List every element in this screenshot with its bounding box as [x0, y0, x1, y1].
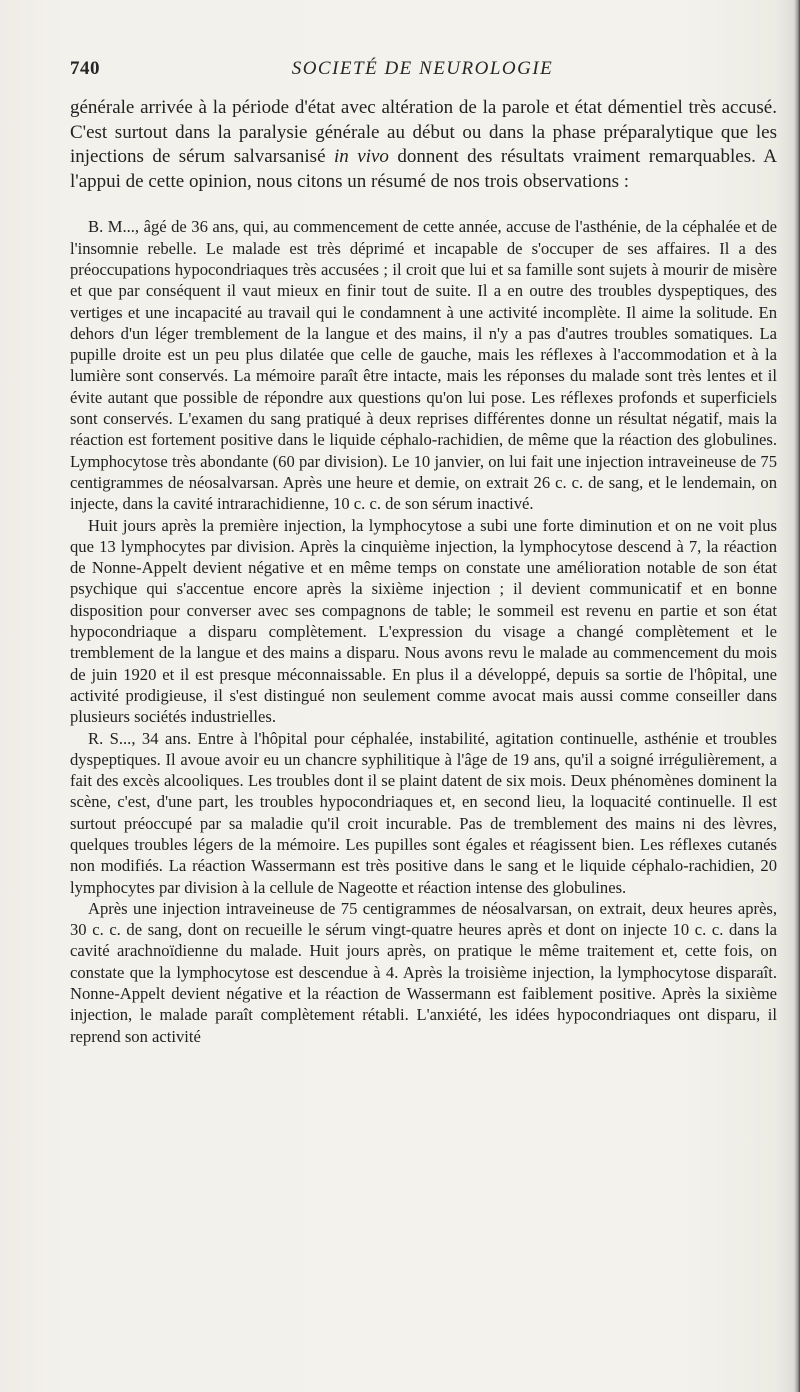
- intro-section: [70, 96, 777, 194]
- case-paragraph-bm-followup: Huit jours après la première injection, la lymphocytose a subi une forte diminution et on ne voit plus que 13 lymphocytes par division. Après la cinquième injection, la lymphocytose descend à 7, la réaction de Nonne-Appelt devient négative et en même temps on constate une amélioration notable de son état psychique qui s'accentue encore après la sixième injection ; il devient communicatif et en bonne disposition pour converser avec ses compagnons de table; le sommeil est revenu en partie et son état hypocondriaque a disparu complètement. L'expression du visage a changé complètement et le tremblement de la langue et des mains a disparu. Nous avons revu le malade au commencement du mois de juin 1920 et il est presque méconnaissable. En plus il a développé, depuis sa sortie de l'hôpital, une activité prodigieuse, il s'est distingué non seulement comme avocat mais aussi comme conseiller dans plusieurs sociétés industrielles.: [70, 515, 777, 727]
- body-text: [70, 96, 777, 1047]
- running-head: SOCIETÉ DE NEUROLOGIE: [291, 58, 554, 79]
- page-header: [70, 58, 775, 86]
- intro-text-end: donnent des résultats vraiment remarquables. A l'appui de cette opinion, nous citons un résumé de nos trois observations :: [70, 146, 777, 192]
- case-paragraph-bm: B. M..., âgé de 36 ans, qui, au commencement de cette année, accuse de l'asthénie, de la céphalée et de l'insomnie rebelle. Le malade est très déprimé et incapable de s'occuper de ses affaires. Il a des préoccupations hypocondriaques très accusées ; il croit que lui et sa famille sont sujets à mourir de misère et que par conséquent il vaut mieux en finir tout de suite. Il a en outre des troubles dyspeptiques, des vertiges et une incapacité au travail qui le condamnent à une activité incomplète. Il aime la solitude. En dehors d'un léger tremblement de la langue et des mains, il n'y a pas d'autres troubles somatiques. La pupille droite est un peu plus dilatée que celle de gauche, mais les réflexes à l'accommodation et à la lumière sont conservés. La mémoire paraît être intacte, mais les réponses du malade sont très lentes et il évite autant que possible de répondre aux questions qu'on lui pose. Les réflexes profonds et superficiels sont conservés. L'examen du sang pratiqué à deux reprises différentes donne un résultat négatif, mais la réaction est fortement positive dans le liquide céphalo-rachidien, de même que la réaction des globulines. Lymphocytose très abondante (60 par division). Le 10 janvier, on lui fait une injection intraveineuse de 75 centigrammes de néosalvarsan. Après une heure et demie, on extrait 26 c. c. de sang, et le lendemain, on injecte, dans la cavité intrarachidienne, 10 c. c. de son sérum inactivé.: [70, 217, 777, 514]
- intro-text-start: générale arrivée à la période d'état avec altération de la parole et état démentiel très accusé. C'est surtout dans la paralysie générale au début ou dans la phase préparalytique que les injections de sérum salvarsanisé: [70, 97, 777, 168]
- case-observations: [70, 216, 777, 1047]
- intro-italic-phrase: in vivo: [334, 146, 389, 168]
- intro-paragraph: [70, 96, 777, 194]
- case-paragraph-rs-treatment: Après une injection intraveineuse de 75 centigrammes de néosalvarsan, on extrait, deux heures après, 30 c. c. de sang, dont on recueille le sérum vingt-quatre heures après et dont on injecte 10 c. c. dans la cavité arachnoïdienne du malade. Huit jours après, on pratique le même traitement et, cette fois, on constate que la lymphocytose est descendue à 4. Après la troisième injection, la lymphocytose disparaît. Nonne-Appelt devient négative et la réaction de Wassermann est faiblement positive. Après la sixième injection, le malade paraît complètement rétabli. L'anxiété, les idées hypocondriaques ont disparu, il reprend son activité: [70, 898, 777, 1046]
- case-paragraph-rs: R. S..., 34 ans. Entre à l'hôpital pour céphalée, instabilité, agitation continuelle, asthénie et troubles dyspeptiques. Il avoue avoir eu un chancre syphilitique à l'âge de 19 ans, qu'il a soigné irrégulièrement, a fait des excès alcooliques. Les troubles dont il se plaint datent de six mois. Deux phénomènes dominent la scène, c'est, d'une part, les troubles hypocondriaques et, en second lieu, la loquacité continuelle. Il est surtout préoccupé par sa maladie qu'il croit incurable. Pas de tremblement des mains ni des lèvres, quelques troubles légers de la mémoire. Les pupilles sont égales et réagissent bien. Les réflexes cutanés non modifiés. La réaction Wassermann est très positive dans le sang et le liquide céphalo-rachidien, 20 lymphocytes par division à la cellule de Nageotte et réaction intense des globulines.: [70, 728, 777, 897]
- page-number: 740: [70, 58, 100, 79]
- page-spine-shadow: [794, 0, 800, 1392]
